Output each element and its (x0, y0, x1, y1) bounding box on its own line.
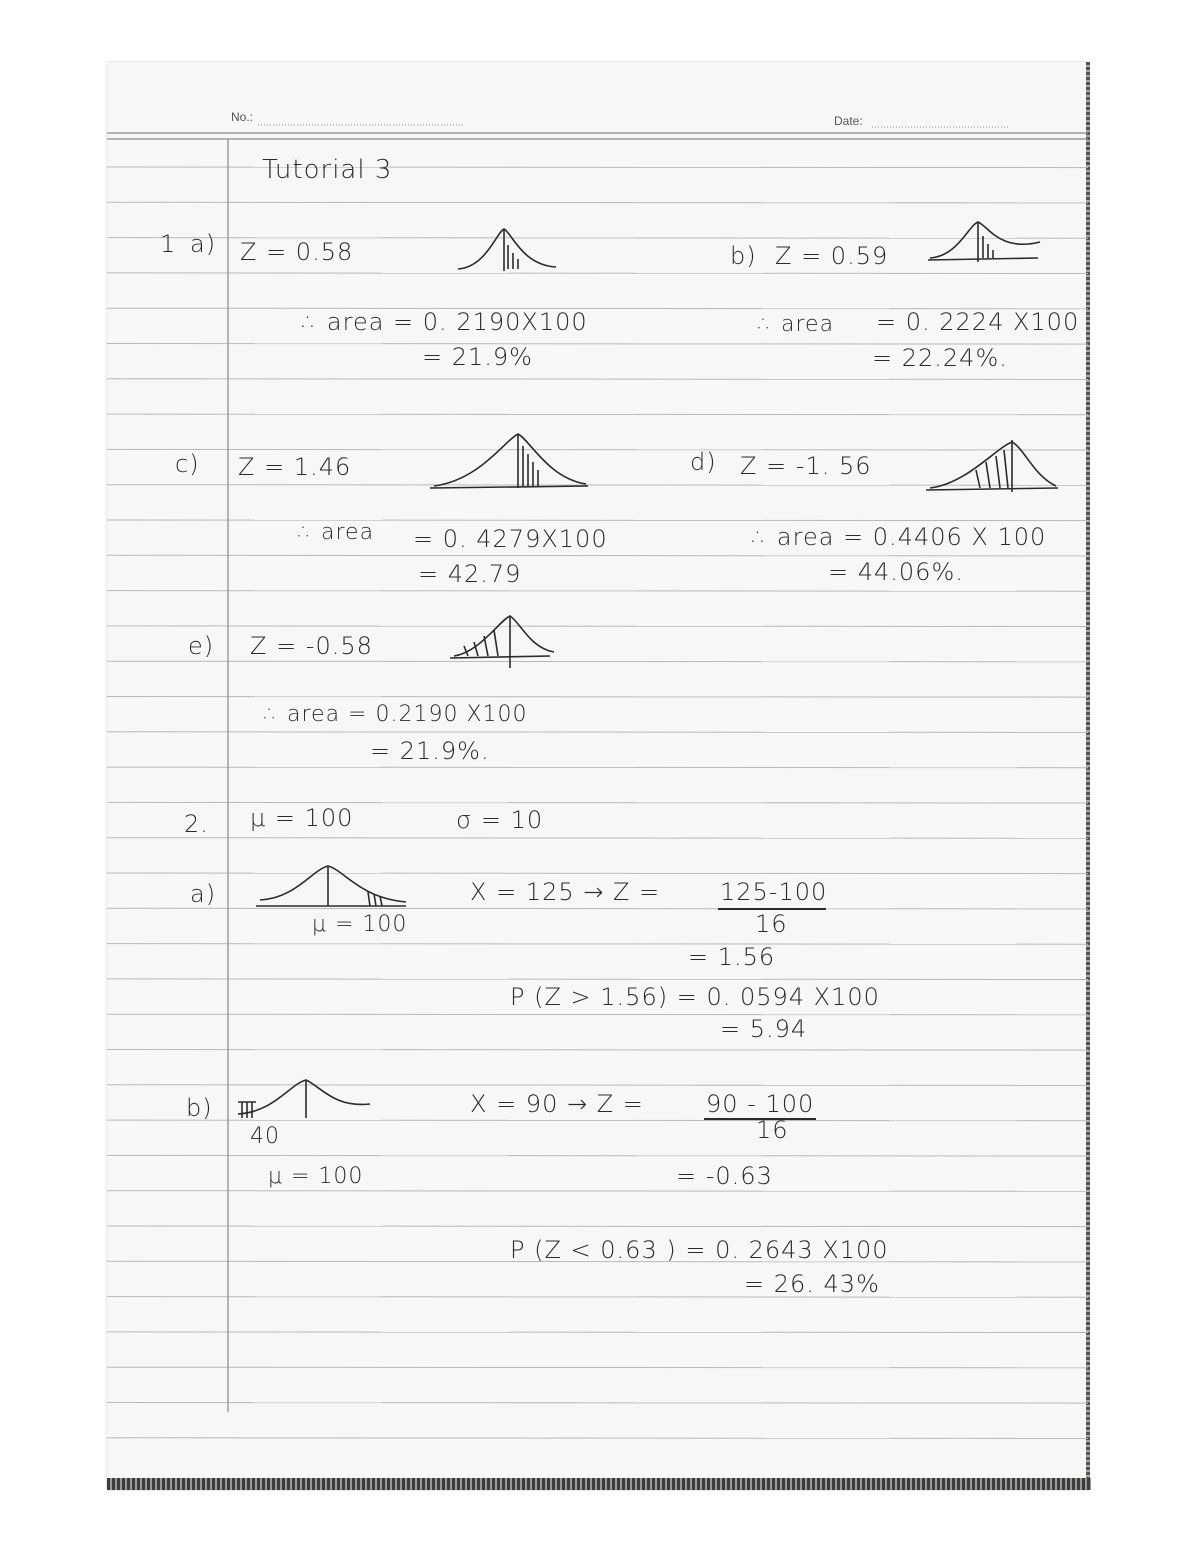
q2b-fraction-numerator: 90 - 100 (706, 1090, 815, 1118)
ruled-line (107, 167, 1088, 168)
ruled-line (107, 1297, 1088, 1298)
ruled-line (107, 379, 1088, 380)
q1b-label: b) (730, 242, 757, 270)
ruled-line (107, 1050, 1088, 1051)
q1d-label: d) (690, 448, 717, 476)
no-label: No.: (231, 110, 254, 124)
q1d-area: ∴ area = 0.4406 X 100 (752, 523, 1047, 551)
q2a-label: a) (190, 880, 217, 908)
q1a-label: a) (190, 230, 217, 258)
q2a-fraction-numerator: 125-100 (720, 878, 828, 906)
q1c-area: ∴ area (298, 520, 375, 545)
ruled-line (107, 767, 1088, 768)
ruled-line (107, 273, 1088, 274)
q2-mu: μ = 100 (250, 804, 354, 832)
q1a-normal-curve-icon (456, 225, 561, 275)
q1e-label: e) (188, 632, 215, 660)
ruled-line (107, 838, 1088, 839)
q2a-probability: P (Z > 1.56) = 0. 0594 X100 (510, 983, 880, 1011)
q1b-area-value: = 0. 2224 X100 (876, 308, 1080, 336)
q1a-percent: = 21.9% (422, 343, 533, 371)
ruled-line (107, 908, 1088, 909)
q2b-z-value: = -0.63 (676, 1162, 773, 1190)
ruled-line (107, 1332, 1088, 1333)
ruled-line (107, 202, 1088, 203)
q2a-z-value: = 1.56 (688, 943, 776, 971)
ruled-line (107, 1014, 1088, 1015)
page-title: Tutorial 3 (262, 155, 393, 185)
q2-number: 2. (184, 810, 209, 838)
ruled-line (107, 1438, 1088, 1439)
q1c-label: c) (175, 450, 200, 478)
q2a-result: = 5.94 (720, 1015, 808, 1043)
q1-number: 1 (160, 230, 177, 258)
q1d-normal-curve-icon (926, 436, 1061, 496)
q2b-normal-curve-icon (234, 1074, 374, 1124)
q2b-label: b) (186, 1094, 213, 1122)
ruled-line (107, 1226, 1088, 1227)
ruled-line (107, 944, 1088, 945)
ruled-line (107, 732, 1088, 733)
q1b-area: ∴ area (758, 312, 835, 337)
q1b-normal-curve-icon (928, 218, 1043, 266)
ruled-line (107, 1155, 1088, 1156)
q1b-percent: = 22.24%. (872, 344, 1008, 372)
q1e-z: Z = -0.58 (250, 632, 373, 660)
ruled-line (107, 979, 1088, 980)
q2a-mu-label: μ = 100 (312, 912, 408, 937)
q1b-z: Z = 0.59 (775, 242, 889, 270)
q2-sigma: σ = 10 (456, 806, 544, 834)
q2b-mu-label: μ = 100 (268, 1164, 364, 1189)
q1e-percent: = 21.9%. (370, 737, 490, 765)
ruled-line (107, 1191, 1088, 1192)
q1c-normal-curve-icon (430, 430, 590, 490)
ruled-line (107, 414, 1088, 415)
ruled-line (107, 1403, 1088, 1404)
q1d-z: Z = -1. 56 (740, 452, 872, 480)
ruled-line (107, 873, 1088, 874)
q2a-normal-curve-icon (256, 862, 416, 914)
q1c-z: Z = 1.46 (238, 453, 352, 481)
ruled-line (107, 591, 1088, 592)
date-label: Date: (834, 114, 863, 128)
ruled-line (107, 555, 1088, 556)
q2b-result: = 26. 43% (744, 1270, 880, 1298)
q2a-x-line: X = 125 → Z = (470, 878, 661, 906)
q1a-z: Z = 0.58 (240, 238, 354, 266)
ruled-line (107, 697, 1088, 698)
ruled-line (107, 520, 1088, 521)
ruled-line (107, 1367, 1088, 1368)
ruled-line (107, 661, 1088, 662)
q2b-x-line: X = 90 → Z = (470, 1090, 644, 1118)
q1e-normal-curve-icon (450, 612, 560, 670)
q2a-fraction-denominator: 16 (755, 910, 788, 938)
ruled-line (107, 626, 1088, 627)
q1d-percent: = 44.06%. (828, 558, 964, 586)
q1a-area: ∴ area = 0. 2190X100 (302, 308, 588, 336)
q1e-area: ∴ area = 0.2190 X100 (264, 702, 528, 727)
q1c-area-value: = 0. 4279X100 (413, 525, 608, 553)
q2b-fraction-denominator: 16 (756, 1116, 789, 1144)
q2b-tail-label: 40 (250, 1124, 280, 1149)
q1c-percent: = 42.79 (418, 560, 522, 588)
ruled-line (107, 802, 1088, 803)
q2b-probability: P (Z < 0.63 ) = 0. 2643 X100 (510, 1236, 889, 1264)
